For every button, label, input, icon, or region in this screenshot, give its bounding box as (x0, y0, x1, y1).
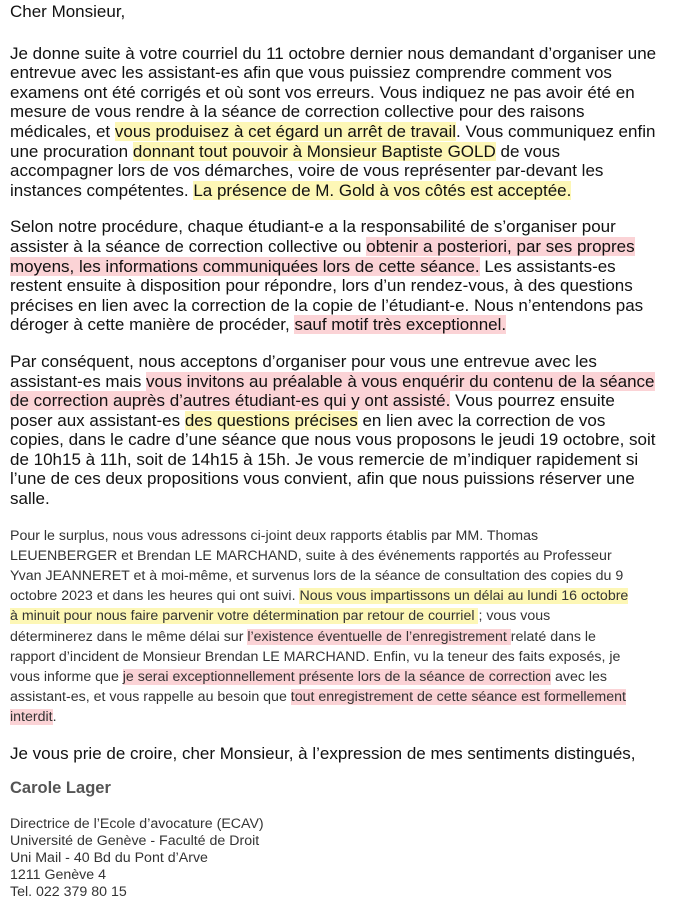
text-line (10, 372, 663, 392)
text-line (10, 489, 663, 509)
text-segment: assistant-es mais (10, 371, 147, 391)
text-segment: en lien avec la correction de vos (357, 410, 606, 430)
text-segment: de vous (495, 141, 561, 161)
address-line: Uni Mail - 40 Bd du Pont d’Arve (10, 850, 208, 867)
highlighted-text-yellow: à minuit pour nous faire parvenir votre détermination par retour de courriel (10, 608, 479, 625)
text-segment: instances compétentes. (10, 180, 194, 200)
text-line (10, 687, 663, 707)
text-segment: salle. (10, 489, 50, 509)
text-line (10, 391, 663, 411)
text-segment: poser aux assistant-es (10, 410, 185, 430)
text-segment: une procuration (10, 141, 133, 161)
text-segment: de 10h15 à 11h, soit de 14h15 à 15h. Je vous remercie de m’indiquer rapidement si (10, 449, 639, 469)
text-segment: . Vous communiquez enfin (456, 121, 656, 141)
address-line: Directrice de l’Ecole d’avocature (ECAV) (10, 816, 264, 833)
text-line (10, 276, 663, 296)
greeting: Cher Monsieur, (10, 2, 126, 21)
text-line (10, 707, 663, 727)
highlighted-text-pink: tout enregistrement de cette séance est formellement (290, 689, 626, 706)
highlighted-text-pink: je serai exceptionnellement présente lors de la séance de correction (122, 669, 552, 686)
text-segment: vous informe que (10, 669, 123, 686)
highlighted-text-yellow: La présence de M. Gold à vos côtés est acceptée. (193, 180, 572, 200)
text-segment: Les assistants-es (479, 256, 616, 276)
paragraph (10, 217, 663, 335)
text-segment: Selon notre procédure, chaque étudiant-e a la responsabilité de s’organiser pour (10, 217, 616, 237)
text-line (10, 142, 663, 162)
paragraph (10, 352, 663, 509)
text-segment: mesure de vous rendre à la séance de correction collective pour des raisons (10, 102, 585, 122)
text-line (10, 63, 663, 83)
text-line (10, 161, 663, 181)
text-line (10, 122, 663, 142)
text-line (10, 546, 663, 566)
letter-body (10, 44, 663, 728)
text-segment: déroger à cette manière de procéder, (10, 315, 295, 335)
paragraph (10, 44, 663, 201)
highlighted-text-yellow: des questions précises (184, 410, 358, 430)
text-line (10, 606, 663, 626)
text-segment: précises en lien avec la correction de la copie de l’étudiant-e. Nous n’entendons pas (10, 295, 644, 315)
text-line (10, 667, 663, 687)
text-line (10, 450, 663, 470)
text-segment: déterminerez dans le même délai sur (10, 628, 248, 645)
highlighted-text-pink: sauf motif très exceptionnel. (294, 315, 507, 335)
text-segment: relaté dans le (510, 628, 596, 645)
text-segment: accompagner lors de vos démarches, voire de vous représenter par-devant les (10, 161, 604, 181)
address-line: Tel. 022 379 80 15 (10, 884, 127, 901)
text-segment: assistant-es, et vous rappelle au besoin que (10, 689, 291, 706)
text-line (10, 102, 663, 122)
text-line (10, 566, 663, 586)
text-line (10, 257, 663, 277)
text-segment: examens ont été corrigés et où sont vos erreurs. Vous indiquez ne pas avoir été en (10, 82, 635, 102)
text-segment: Yvan JEANNERET et à moi-même, et survenus lors de la séance de consultation des copies du 9 (10, 568, 624, 585)
text-line (10, 296, 663, 316)
text-segment: ; vous vous (478, 608, 551, 625)
text-line (10, 352, 663, 372)
highlighted-text-pink: l’existence éventuelle de l’enregistrement (247, 628, 511, 645)
text-segment: entrevue avec les assistant-es afin que vous puissiez comprendre comment vos (10, 63, 612, 83)
text-segment: Vous pourrez ensuite (450, 391, 615, 411)
text-segment: l’une de ces deux propositions vous convient, afin que nous puissions réserver une (10, 469, 635, 489)
text-segment: Par conséquent, nous acceptons d’organiser pour vous une entrevue avec les (10, 351, 597, 371)
text-line (10, 315, 663, 335)
address-line: Université de Genève - Faculté de Droit (10, 833, 260, 850)
text-line (10, 647, 663, 667)
highlighted-text-yellow: Nous vous impartissons un délai au lundi 16 octobre (299, 588, 629, 605)
text-segment: octobre 2023 et dans les heures qui ont suivi. (10, 588, 300, 605)
text-line (10, 526, 663, 546)
highlighted-text-pink: vous invitons au préalable à vous enquérir du contenu de la séance (146, 371, 655, 391)
text-segment: médicales, et (10, 121, 115, 141)
text-line (10, 217, 663, 237)
highlighted-text-pink: interdit (10, 709, 53, 726)
highlighted-text-pink: de correction auprès d’autres étudiant-es qui y ont assisté. (10, 391, 451, 411)
highlighted-text-pink: obtenir a posteriori, par ses propres (366, 236, 635, 256)
text-line (10, 430, 663, 450)
address-line: 1211 Genève 4 (10, 867, 106, 884)
text-line (10, 469, 663, 489)
text-segment: avec les (551, 669, 608, 686)
text-line (10, 627, 663, 647)
closing-line: Je vous prie de croire, cher Monsieur, à l’expression de mes sentiments distingués, (10, 743, 636, 763)
paragraph (10, 526, 663, 728)
text-line (10, 237, 663, 257)
highlighted-text-yellow: vous produisez à cet égard un arrêt de travail (114, 121, 457, 141)
text-line (10, 83, 663, 103)
text-line (10, 181, 663, 201)
text-segment: copies, dans le cadre d’une séance que nous vous proposons le jeudi 19 octobre, soit (10, 430, 656, 450)
text-segment: . (52, 709, 57, 726)
text-line (10, 586, 663, 606)
text-segment: rapport d’incident de Monsieur Brendan LE MARCHAND. Enfin, vu la teneur des faits exposés, je (10, 648, 621, 665)
text-segment: assister à la séance de correction collective ou (10, 236, 367, 256)
text-segment: restent ensuite à disposition pour répondre, lors d’un rendez-vous, à des questions (10, 276, 633, 296)
text-line (10, 44, 663, 64)
signature-name: Carole Lager (10, 779, 111, 798)
text-line (10, 411, 663, 431)
text-segment: Je donne suite à votre courriel du 11 octobre dernier nous demandant d’organiser une (10, 43, 657, 63)
highlighted-text-yellow: donnant tout pouvoir à Monsieur Baptiste GOLD (132, 141, 496, 161)
signature-address (10, 816, 663, 901)
highlighted-text-pink: moyens, les informations communiquées lors de cette séance. (10, 256, 480, 276)
text-segment: Pour le surplus, nous vous adressons ci-joint deux rapports établis par MM. Thomas (10, 527, 539, 544)
text-segment: LEUENBERGER et Brendan LE MARCHAND, suite à des événements rapportés au Professeur (10, 547, 612, 564)
